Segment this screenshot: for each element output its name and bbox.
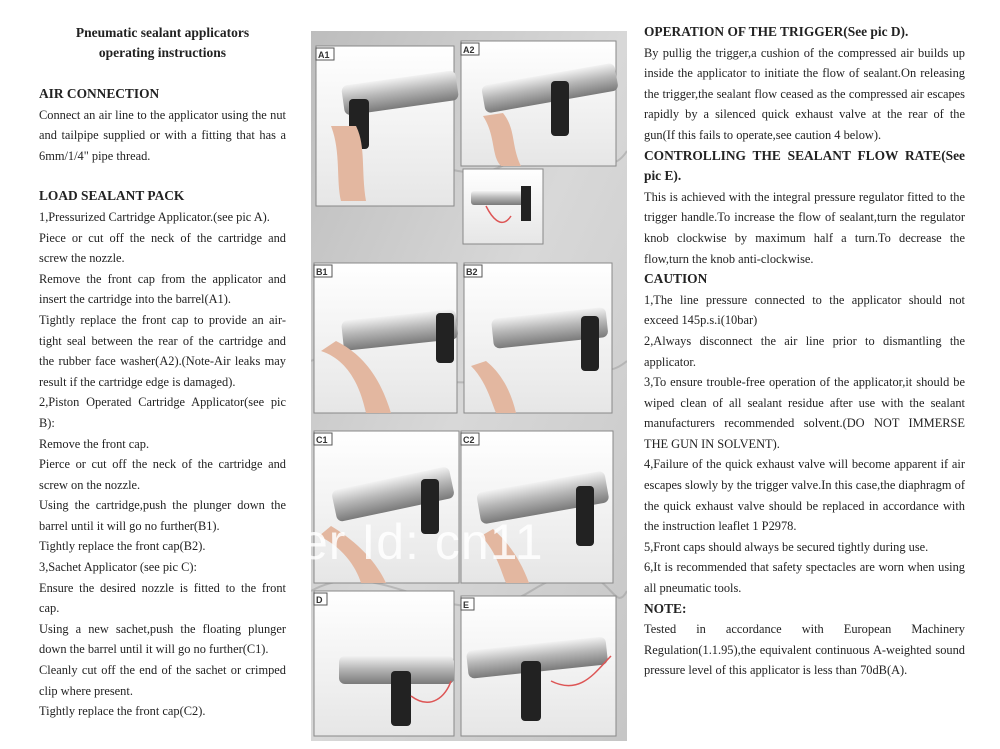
photo-b2 (464, 263, 612, 413)
air-connection-text: Connect an air line to the applicator using the nut and tailpipe supplied or with a fitting that has a 6mm/1/4" pipe thread. (39, 107, 286, 163)
photo-a1 (316, 46, 459, 206)
load-paragraph: Pierce or cut off the neck of the cartridge and screw on the nozzle. (39, 457, 286, 492)
load-paragraph: Tightly replace the front cap(C2). (39, 704, 206, 719)
photo-panel (311, 31, 627, 741)
load-paragraph: 2,Piston Operated Cartridge Applicator(see pic B): (39, 395, 286, 430)
label-d: D (316, 595, 323, 605)
load-paragraph: Ensure the desired nozzle is fitted to the front cap. (39, 580, 286, 616)
caution-item: 2,Always disconnect the air line prior to dismantling the applicator. (644, 333, 965, 369)
load-paragraph: 3,Sachet Applicator (see pic C): (39, 560, 197, 575)
title-line-1: Pneumatic sealant applicators (75, 25, 250, 40)
note-heading: NOTE: (644, 600, 687, 616)
flow-rate-text: This is achieved with the integral pressure regulator fitted to the trigger handle.To increase the flow of sealant,turn the regulator knob clockwise by maximum half a turn.To decrease the flow,turn the knob anti-clockwise. (644, 189, 965, 266)
load-paragraph: Tightly replace the front cap(B2). (39, 539, 206, 554)
load-paragraph: Using a new sachet,push the floating plunger down the barrel until it will go no further(C1). (39, 621, 286, 657)
right-column (644, 22, 965, 681)
left-column (39, 0, 286, 722)
label-e: E (463, 600, 470, 610)
photo-e (461, 596, 616, 736)
label-a2: A2 (463, 45, 475, 55)
title-line-2: operating instructions (98, 45, 227, 60)
load-sealant-heading: LOAD SEALANT PACK (39, 188, 185, 204)
photo-grid (311, 31, 627, 741)
load-paragraph: Cleanly cut off the end of the sachet or crimped clip where present. (39, 663, 286, 698)
store-watermark: er Id: cn11 (300, 514, 544, 570)
caution-item: 6,It is recommended that safety spectacles are worn when using all pneumatic tools. (644, 560, 965, 596)
caution-item: 1,The line pressure connected to the applicator should not exceed 145p.s.i(10bar) (644, 292, 965, 328)
label-c1: C1 (316, 435, 328, 445)
caution-item: 3,To ensure trouble-free operation of the applicator,it should be wiped clean of all sealant residue after use with the sealant manufacturers recommended solvent.(DO NOT IMMERSE THE GUN IN SOLVENT). (644, 375, 965, 451)
note-text: Tested in accordance with European Machinery Regulation(1.1.95),the equivalent continuous A-weighted sound pressure level of this applicator is less than 70dB(A). (644, 622, 965, 678)
caution-heading: CAUTION (644, 271, 708, 287)
label-b1: B1 (316, 267, 328, 277)
load-paragraph: Tightly replace the front cap to provide an air-tight seal between the rear of the cartridge and the rubber face washer(A2).(Note-Air leaks may result if the cartridge edge is damaged). (39, 312, 286, 389)
photo-d (314, 591, 454, 736)
caution-item: 5,Front caps should always be secured tightly during use. (644, 539, 929, 554)
load-paragraph: Using the cartridge,push the plunger down the barrel until it will go no further(B1). (39, 498, 286, 533)
label-c2: C2 (463, 435, 475, 445)
load-paragraph: 1,Pressurized Cartridge Applicator.(see pic A). (39, 209, 270, 224)
flow-rate-heading: CONTROLLING THE SEALANT FLOW RATE(See pic E). (644, 147, 965, 184)
air-connection-heading: AIR CONNECTION (39, 86, 160, 101)
label-b2: B2 (466, 267, 478, 277)
photo-a2 (461, 41, 619, 166)
trigger-text: By pullig the trigger,a cushion of the compressed air builds up inside the applicator to initiate the flow of sealant.On releasing the trigger,the sealant flow ceased as the compressed air escapes rapidly by a silenced quick exhaust valve at the rear of the gun(If this fails to operate,see caution 4 below). (644, 45, 965, 142)
caution-item: 4,Failure of the quick exhaust valve will become apparent if air escapes slowly by the trigger valve.In this case,the diaphragm of the quick exhaust valve should be replaced in accordance with the instruction leaflet 1 P2978. (644, 457, 965, 534)
photo-b1 (314, 263, 459, 413)
label-a1: A1 (318, 50, 330, 60)
load-paragraph: Remove the front cap from the applicator and insert the cartridge into the barrel(A1). (39, 271, 286, 307)
photo-a-inset (463, 169, 543, 244)
trigger-heading: OPERATION OF THE TRIGGER(See pic D). (644, 24, 909, 39)
load-paragraph: Piece or cut off the neck of the cartridge and screw the nozzle. (39, 230, 286, 266)
document-title (39, 23, 286, 63)
load-paragraph: Remove the front cap. (39, 436, 150, 451)
